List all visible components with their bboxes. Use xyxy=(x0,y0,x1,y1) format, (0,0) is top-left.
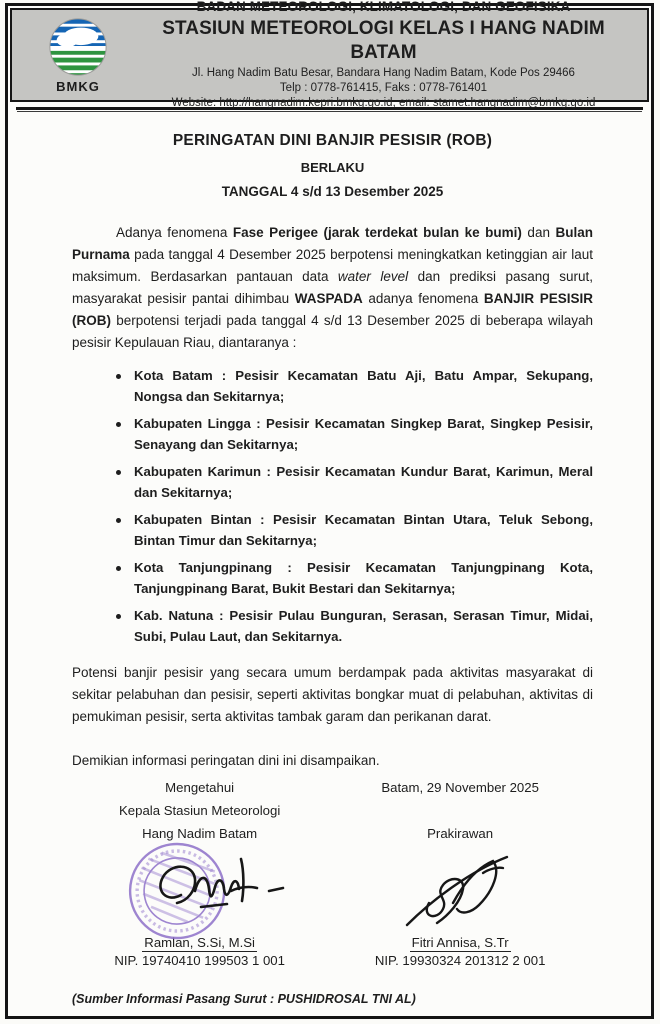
phone-line: Telp : 0778-761415, Faks : 0778-761401 xyxy=(279,82,488,94)
opening-paragraph: Adanya fenomena Fase Perigee (jarak terdekat bulan ke bumi) dan Bulan Purnama pada tanggal 4 Desember 2025 berpotensi meningkatkan ketinggian air laut maksimum. Berdasarkan pantauan data water level dan prediksi pasang surut, masyarakat pesisir pantai dihimbau WASPADA adanya fenomena BANJIR PESISIR (ROB) berpotensi terjadi pada tanggal 4 s/d 13 Desember 2025 di beberapa wilayah pesisir Kepulauan Riau, diantaranya : xyxy=(72,225,593,350)
area-item: Kota Batam : Pesisir Kecamatan Batu Aji, Batu Ampar, Sekupang, Nongsa dan Sekitarnya; xyxy=(116,366,593,407)
signer-nip-right: NIP. 19930324 201312 2 001 xyxy=(374,953,546,968)
signer-name-left: Ramlan, S.Si, M.Si xyxy=(144,935,255,950)
signature-block-right xyxy=(327,776,593,968)
bmkg-logo-icon xyxy=(47,16,109,78)
website-line: Website: http://hangnadim.kepri.bmkg.go.id, email: stamet.hangnadim@bmkg.go.id xyxy=(171,97,596,110)
letterhead-text xyxy=(130,0,637,111)
signature-block-left xyxy=(72,776,327,968)
area-item: Kota Tanjungpinang : Pesisir Kecamatan Tanjungpinang Kota, Tanjungpinang Barat, Bukit Bestari dan Sekitarnya; xyxy=(116,558,593,599)
station-name: STASIUN METEOROLOGI KELAS I HANG NADIM BATAM xyxy=(162,18,605,63)
signer-name-right: Fitri Annisa, S.Tr xyxy=(411,935,509,950)
letter-body xyxy=(8,110,651,1006)
head-title-line1: Kepala Stasiun Meteorologi xyxy=(118,803,281,818)
bmkg-logo xyxy=(26,16,130,94)
area-item: Kabupaten Lingga : Pesisir Kecamatan Singkep Barat, Singkep Pesisir, Senayang dan Sekitarnya; xyxy=(116,414,593,455)
bmkg-logo-label: BMKG xyxy=(56,79,100,94)
signer-nip-left: NIP. 19740410 199503 1 001 xyxy=(114,953,285,968)
address-line: Jl. Hang Nadim Batu Besar, Bandara Hang Nadim Batam, Kode Pos 29466 xyxy=(192,66,575,79)
forecaster-label: Prakirawan xyxy=(427,826,494,841)
place-date-line: Batam, 29 November 2025 xyxy=(381,780,539,795)
acknowledge-label: Mengetahui xyxy=(165,780,235,795)
area-item: Kabupaten Bintan : Pesisir Kecamatan Bintan Utara, Teluk Sebong, Bintan Timur dan Sekitarnya; xyxy=(116,510,593,551)
spacer-line xyxy=(327,799,593,822)
signature-fitri-icon xyxy=(395,847,525,933)
letter-title xyxy=(72,132,593,199)
title-date-range: TANGGAL 4 s/d 13 Desember 2025 xyxy=(221,184,444,199)
signature-ramlan-icon xyxy=(143,851,293,929)
agency-name: BADAN METEOROLOGI, KLIMATOLOGI, DAN GEOFISIKA xyxy=(196,0,571,15)
area-item: Kabupaten Karimun : Pesisir Kecamatan Kundur Barat, Karimun, Meral dan Sekitarnya; xyxy=(116,462,593,503)
page-border-frame xyxy=(5,0,654,1019)
title-main: PERINGATAN DINI BANJIR PESISIR (ROB) xyxy=(172,132,493,149)
right-signature-area xyxy=(327,845,593,935)
left-signature-area xyxy=(72,845,327,935)
signature-section xyxy=(72,776,593,968)
closing-line: Demikian informasi peringatan dini ini disampaikan. xyxy=(72,753,380,768)
source-note: (Sumber Informasi Pasang Surut : PUSHIDROSAL TNI AL) xyxy=(72,992,416,1006)
affected-areas-list xyxy=(72,366,593,647)
head-title-line2: Hang Nadim Batam xyxy=(142,826,258,841)
impact-paragraph: Potensi banjir pesisir yang secara umum berdampak pada aktivitas masyarakat di sekitar pelabuhan dan pesisir, seperti aktivitas bongkar muat di pelabuhan, aktivitas di pemukiman pesisir, serta aktivitas tambak garam dan perikanan darat. xyxy=(72,665,593,724)
letterhead xyxy=(10,0,649,110)
title-valid-label: BERLAKU xyxy=(300,160,365,175)
area-item: Kab. Natuna : Pesisir Pulau Bunguran, Serasan, Serasan Timur, Midai, Subi, Pulau Laut, dan Sekitarnya. xyxy=(116,606,593,647)
